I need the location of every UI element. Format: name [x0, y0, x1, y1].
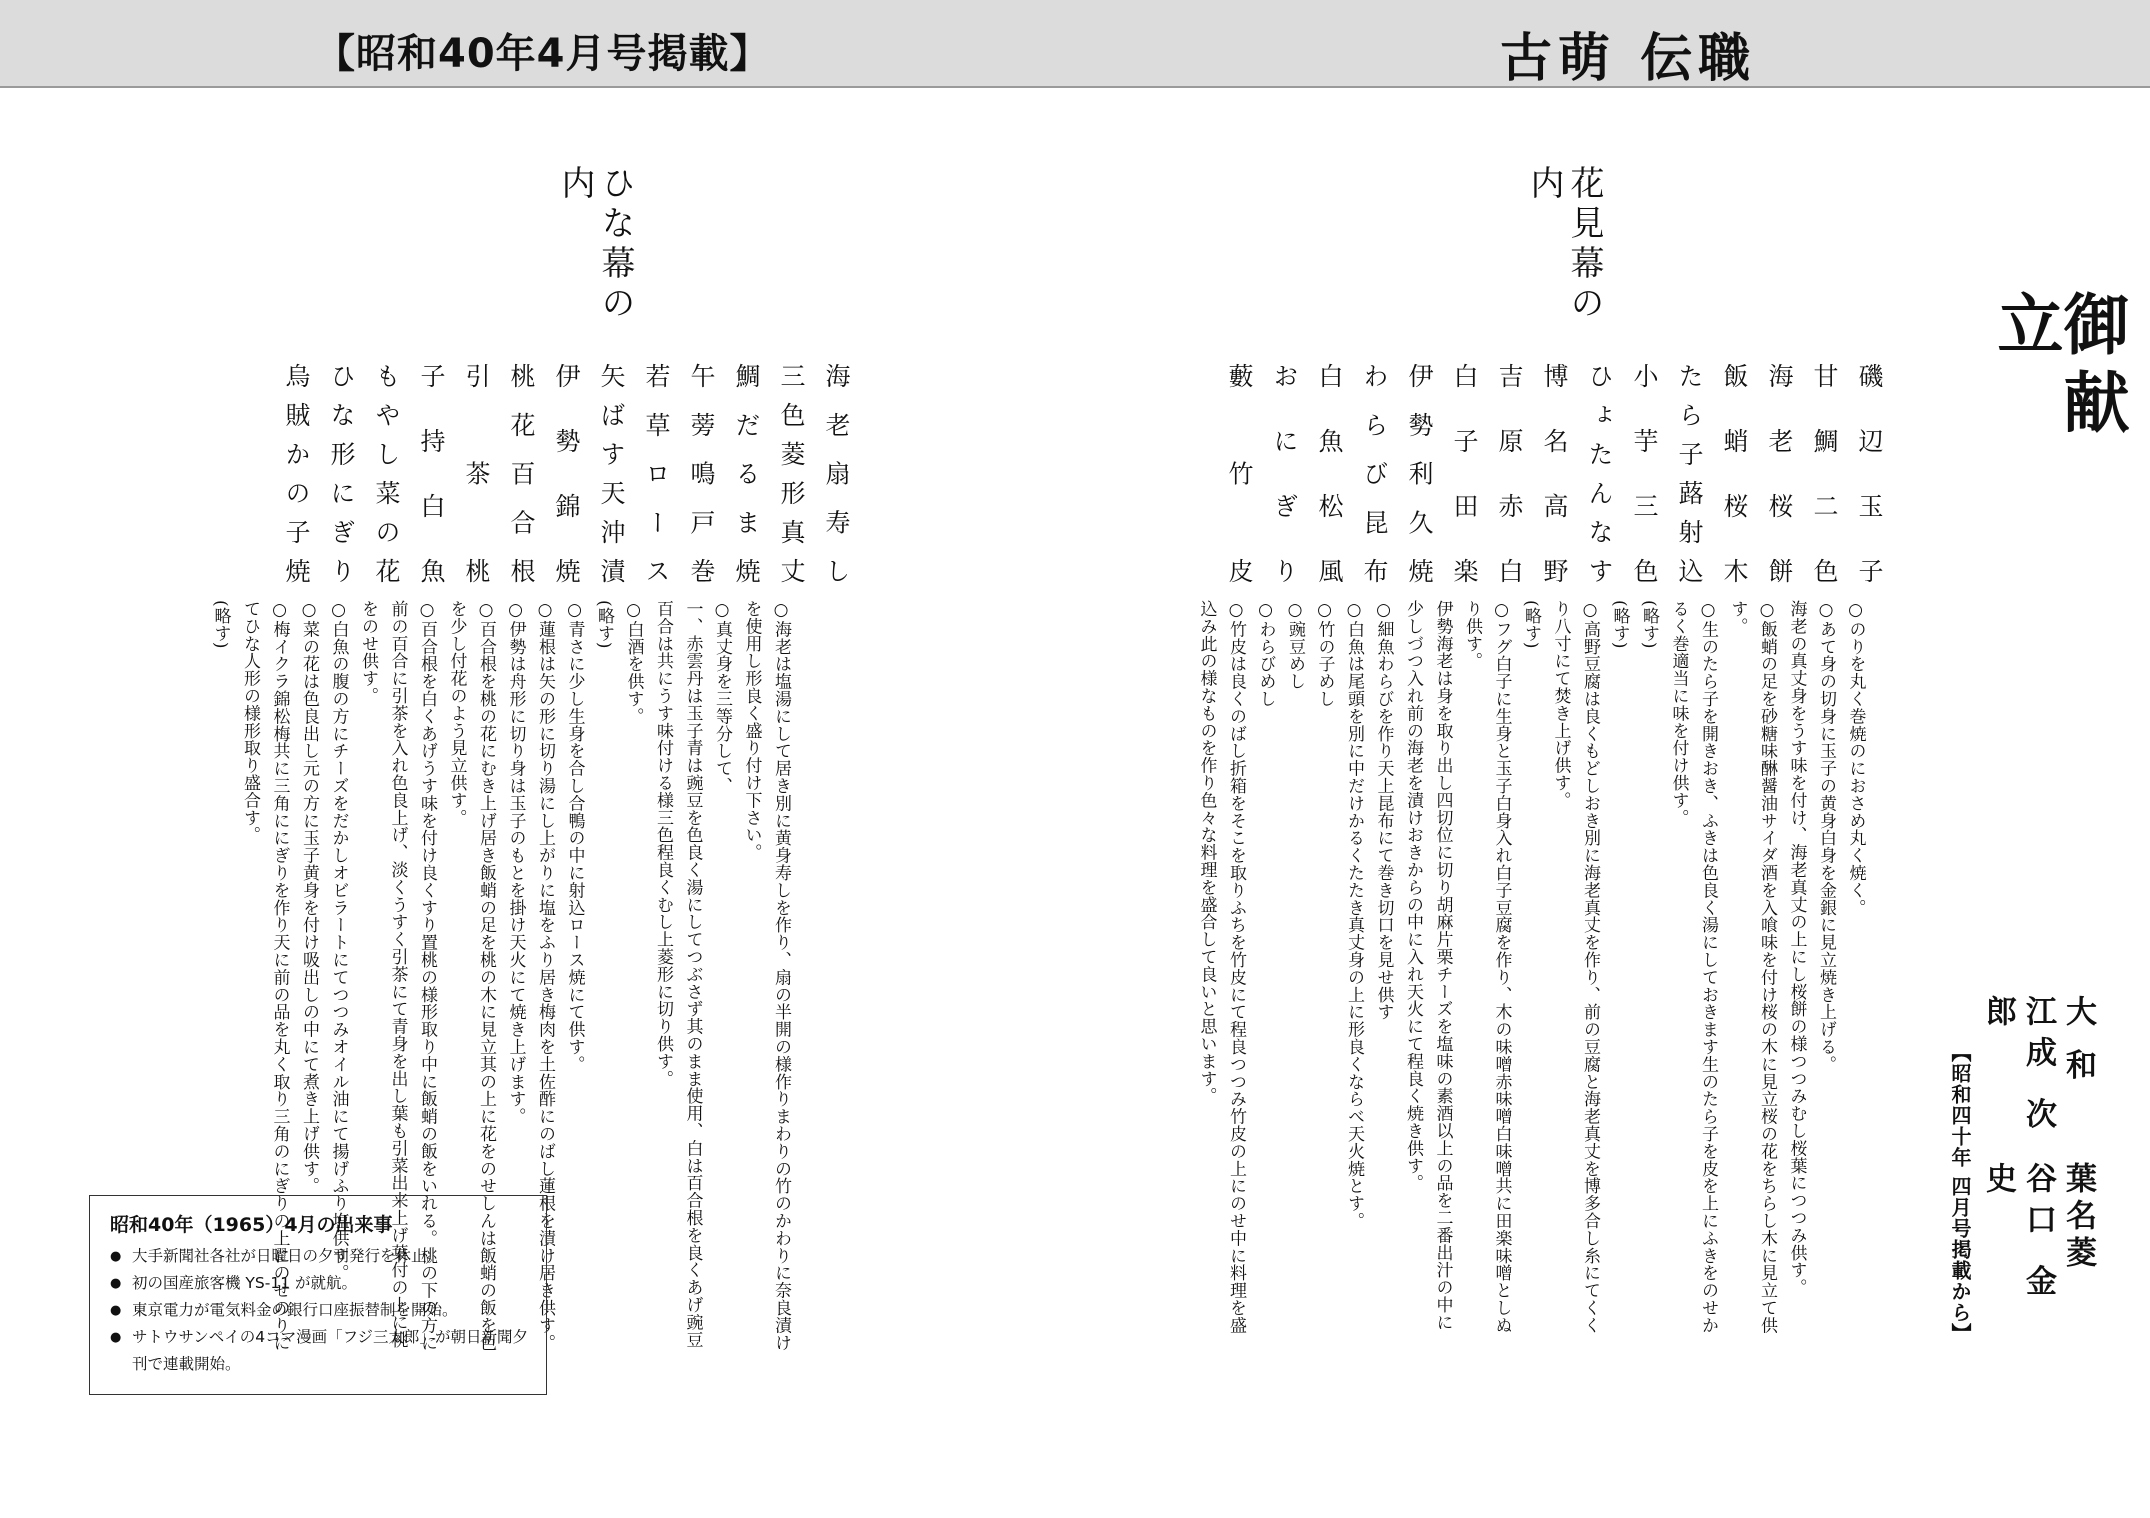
menu-item: 白魚松風 — [1315, 363, 1344, 583]
event-item: ● 初の国産旅客機 YS-11 が就航。 — [110, 1270, 532, 1297]
menu-item: わらび昆布 — [1360, 363, 1389, 583]
author-affiliation: 大 和 — [2060, 995, 2096, 1086]
recipe-note: (略す) — [1521, 600, 1541, 649]
author-row — [1978, 995, 2098, 1158]
recipe-note: 伊勢海老は身を取り出し四切位に切り胡麻片栗チーズを塩味の素酒以上の品を二番出汁の中に少しづつ入れ前の海老を漬けおきからの中に入れ天火にて程良く焼き供す。 — [1403, 600, 1453, 1331]
events-list — [110, 1243, 532, 1378]
recipe-note: ○真丈身を三等分して、 — [712, 600, 732, 795]
recipe-note: ○海老は塩湯にして居き別に黄身寿しを作り、扇の半開の様作りまわりの竹のかわりに奈良漬けを使用し形良く盛り付け下さい。 — [741, 600, 791, 1352]
event-item: ● 大手新聞社各社が日曜日の夕刊発行を休止。 — [110, 1243, 532, 1270]
menu-item: 磯辺玉子 — [1855, 363, 1884, 583]
author-name: 谷口 金史 — [1980, 1162, 2056, 1306]
recipe-note: ○飯蛸の足を砂糖味醂醤油サイダ酒を入喰味を付け桜の木に見立桜の花をちらし木に見立て供す。 — [1727, 600, 1777, 1334]
menu-item: 伊勢利久焼 — [1405, 363, 1434, 583]
source-tag: 【昭和四十年 四月号掲載から】 — [1948, 1042, 1972, 1344]
recipe-note: (略す) — [210, 600, 231, 649]
recipe-note: ○青さに少し生身を合し合鴨の中に射込ロース焼にて供す。 — [564, 600, 585, 1073]
recipe-note: ○百合根を白くあげうす味を付け良くすり置桃の様形取り中に飯蛸の飯をいれる。桃の下の方に前の百合に引茶を入れ色良上げ、淡くうすく引茶にて青身を出し葉も引菜出来上げ葉付の上に桃をのせ供す。 — [358, 600, 437, 1352]
recipe-note: ○豌豆めし — [1285, 600, 1305, 690]
menu-item: 吉原赤白 — [1495, 363, 1524, 583]
recipe-note: ○高野豆腐は良くもどしおき別に海老真丈を作り、前の豆腐と海老真丈を博多合し糸にてくくり八寸にて焚き上げ供す。 — [1550, 600, 1600, 1334]
recipe-note: ○竹皮は良くのばし折箱をそこを取りふちを竹皮にて程良つつみ竹皮の上にのせ中に料理を盛込み此の様なものを作り色々な料理を盛合して良いと思います。 — [1196, 600, 1246, 1334]
issue-tag: 【昭和40年4月号掲載】 — [315, 31, 771, 77]
recipe-note: ○梅イクラ錦松梅共に三角ににぎりを作り天に前の品を丸く取り三角のにぎりの上にのせのりにてひな人形の様形取り盛合す。 — [240, 600, 290, 1352]
event-item: ● 東京電力が電気料金の銀行口座振替制を開始。 — [110, 1297, 532, 1324]
recipe-note: ○伊勢は舟形に切り身は玉子のもとを掛け天火にて焼き上げます。 — [505, 600, 526, 1125]
recipe-note: ○のりを丸く巻焼のにおさめ丸く焼く。 — [1845, 600, 1866, 917]
recipe-note: ○フグ白子に生身と玉子白身入れ白子豆腐を作り、木の味噌赤味噌白味噌共に田楽味噌としぬり供す。 — [1462, 600, 1512, 1334]
events-box — [89, 1195, 547, 1395]
recipe-note: ○白魚は尾頭を別に中だけかるくたたき真丈身の上に形良くならべ天火焼とす。 — [1344, 600, 1364, 1230]
menu-item: 藪竹皮 — [1225, 363, 1254, 583]
page-title: 御献立 — [1986, 290, 2130, 446]
menu-item: 引茶桃 — [462, 363, 491, 583]
menu-item: 飯蛸桜木 — [1720, 363, 1749, 583]
section-title: 花見幕の内 — [1524, 165, 1604, 325]
menu-item: ひょたんなす — [1585, 363, 1614, 583]
recipe-note: ○わらびめし — [1255, 600, 1276, 708]
event-item: ● サトウサンペイの4コマ漫画「フジ三太郎」が朝日新聞夕刊で連載開始。 — [110, 1324, 532, 1378]
recipe-note: ○菜の花は色良出し元の方に玉子黄身を付け吸出しの中にて煮き上げ供す。 — [299, 600, 319, 1195]
recipe-note: 一、赤雲丹は玉子青は豌豆を色良く湯にしてつぶさず其のまま使用、白は百合根を良くあげ豌豆百合は共にうす味付ける様三色程良くむし上菱形に切り供す。 — [653, 600, 703, 1349]
menu-item: 烏賊かの子焼 — [282, 363, 311, 583]
recipe-note: (略す) — [594, 600, 614, 649]
menu-item: 子持白魚 — [417, 363, 446, 583]
menu-list — [1225, 363, 1892, 583]
recipe-note: (略す) — [1609, 600, 1630, 649]
events-box-title: 昭和40年（1965）4月の出来事 — [110, 1214, 393, 1236]
author-affiliation: 葉名菱 — [2060, 1162, 2096, 1273]
recipe-note: ○白酒を供す。 — [623, 600, 644, 725]
series-title: 古萌 伝職 — [1500, 28, 1757, 89]
menu-item: 鯛だるま焼 — [732, 363, 761, 583]
menu-item: 三色菱形真丈 — [777, 363, 806, 583]
recipe-note: ○竹の子めし — [1314, 600, 1335, 708]
recipe-note: (略す) — [1639, 600, 1659, 649]
recipe-note: ○蓮根は矢の形に切り湯にし上がりに塩をふり居き梅肉を土佐酢にのばし蓮根を漬け居き供す。 — [535, 600, 555, 1352]
recipe-note: ○生のたら子を開きおき、ふきは色良く湯にしておきます生のたら子を皮を上にふきをのせかるく巻適当に味を付け供す。 — [1668, 600, 1718, 1334]
header-bar — [0, 0, 2150, 88]
recipe-note: ○あて身の切身に玉子の黄身白身を金銀に見立焼き上げる。 — [1816, 600, 1836, 1073]
menu-item: 伊勢錦焼 — [552, 363, 581, 583]
menu-item: 矢ばす天沖漬 — [597, 363, 626, 583]
menu-list — [282, 363, 859, 583]
menu-item: おにぎり — [1270, 363, 1299, 583]
menu-item: 白子田楽 — [1450, 363, 1479, 583]
menu-item: 若草ロース — [642, 363, 671, 583]
menu-item: 午蒡鳴戸巻 — [687, 363, 716, 583]
menu-item: 甘鯛二色 — [1810, 363, 1839, 583]
menu-item: もやし菜の花 — [372, 363, 401, 583]
recipe-note: ○白魚の腹の方にチーズをだかしオビラートにてつつみオイル油にて揚げふり塩供す。 — [328, 600, 349, 1282]
author-row — [1978, 1162, 2098, 1325]
menu-item: 小芋三色 — [1630, 363, 1659, 583]
recipe-note: ○百合根を桃の花にむき上げ居き飯蛸の足を桃の木に見立其の上に花をのせしんは飯蛸の飯を色を少し付花のよう見立供す。 — [446, 600, 496, 1352]
menu-item: 海老桜餅 — [1765, 363, 1794, 583]
menu-item: 博名高野 — [1540, 363, 1569, 583]
menu-item: 海老扇寿し — [822, 363, 851, 583]
menu-item: 桃花百合根 — [507, 363, 536, 583]
menu-item: たら子蕗射込 — [1675, 363, 1704, 583]
section-title: ひな幕の内 — [555, 165, 635, 325]
author-block — [1978, 995, 2098, 1325]
recipe-note: ○細魚わらびを作り天上昆布にて巻き切口を見せ供す — [1373, 600, 1394, 1021]
recipe-note: 海老の真丈身をうす味を付け、海老真丈の上にし桜餅の様つつみむし桜葉につつみ供す。 — [1786, 600, 1807, 1296]
menu-item: ひな形にぎり — [327, 363, 356, 583]
author-name: 江成 次郎 — [1980, 995, 2056, 1139]
recipe-notes — [1191, 600, 1870, 1340]
